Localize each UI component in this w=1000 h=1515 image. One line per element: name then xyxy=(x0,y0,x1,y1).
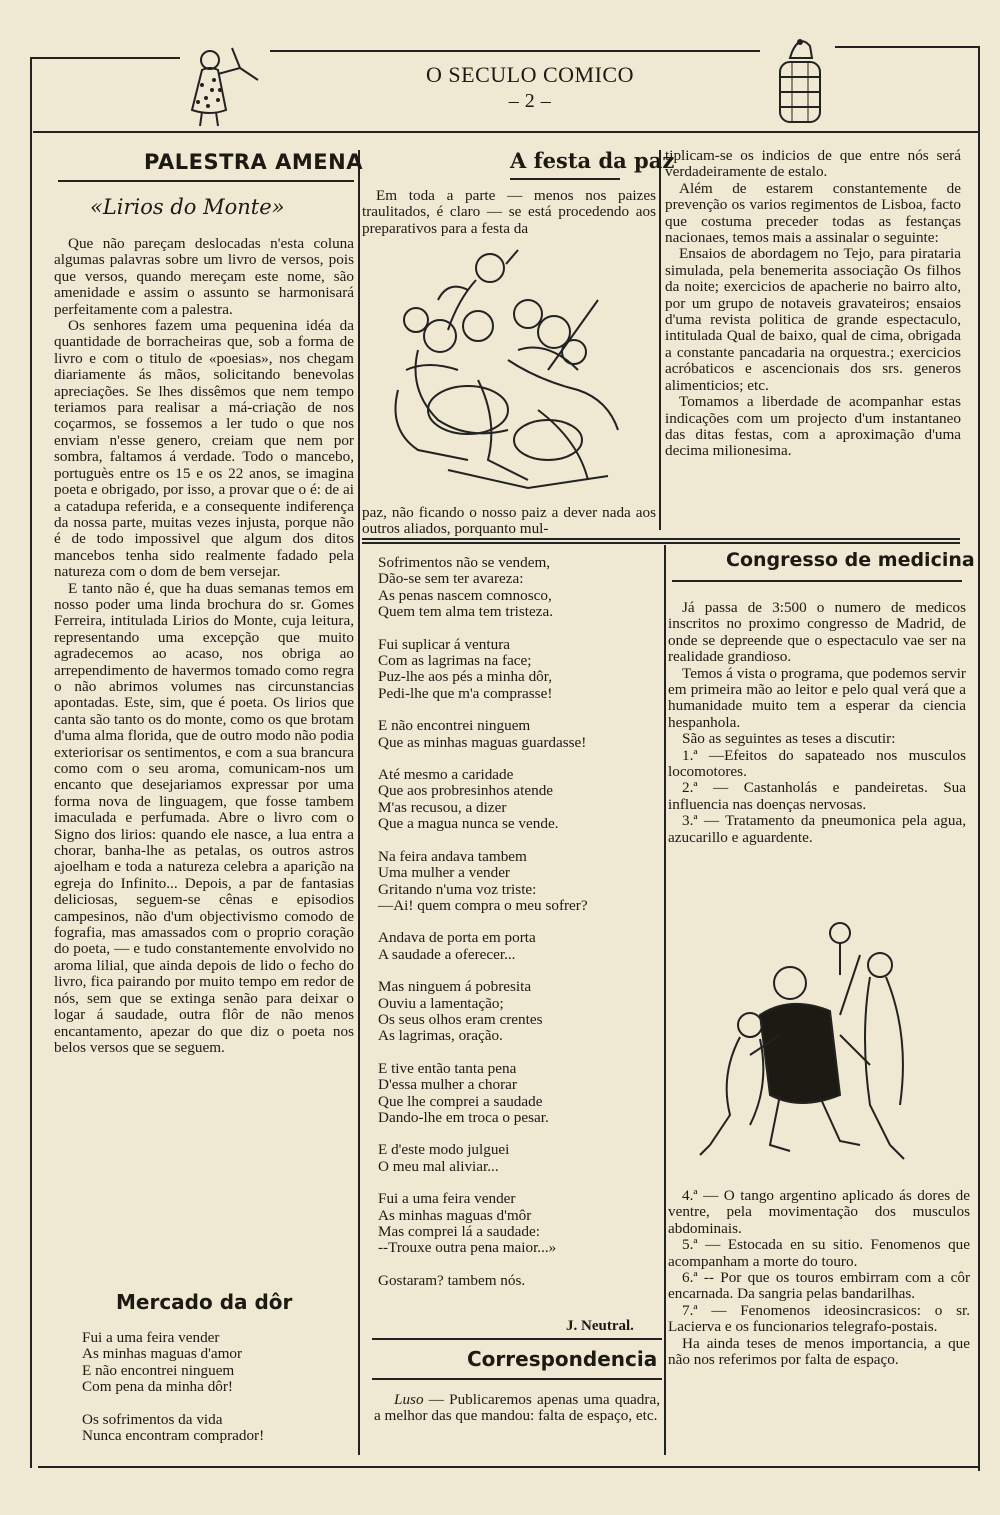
brawling-crowd-cartoon xyxy=(378,240,646,502)
dancing-doctors-cartoon xyxy=(690,915,960,1175)
poem-line: Que aos probresinhos atende xyxy=(378,782,554,800)
poem-line xyxy=(82,1396,264,1412)
heading-underline xyxy=(58,180,354,182)
correspondent-name: Luso xyxy=(394,1391,424,1408)
poem-line: Que lhe comprei a saudade xyxy=(378,1092,543,1110)
correspondencia-body: — Publicaremos apenas uma quadra, a melhor das que mandou: falta de espaço, etc. xyxy=(374,1391,660,1425)
sofrimentos-poem xyxy=(378,555,588,1305)
poem-line: E não encontrei ninguem xyxy=(378,717,531,735)
congresso-heading: Congresso de medicina xyxy=(726,549,975,571)
frame-top-rule xyxy=(835,46,980,48)
poem-line: D'essa mulher a chorar xyxy=(378,1076,517,1094)
article-paragraph: Os senhores fazem uma pequenina idéa da quantidade de borracheiras que, sob a forma de livro e com o titulo de «poesias», nos chegam diariamente ás mãos, solicitando benevolas apreciações. Se lhes dissêmos que nem tempo teriamos para realisar a má-criação de nos coçarmos, se fossemos a ler tudo o que nos enviam n'esse genero, creiam que nem por sombra, faltamos á verdade. Todo o mancebo, portuguès entre os 15 e os 22 anos, se imagina poeta e obrigado, por isso, a provar que o é: de ai a catadupa referida, e a consequente indiferença da nossa parte, muitas vezes injusta, porque não é de todo impossivel que algum dos ditos mancebos tenha sido realmente fadado pela natureza com o dom de bem versejar. xyxy=(54,317,354,581)
poem-line: Os seus olhos eram crentes xyxy=(378,1010,543,1028)
article-paragraph: Em toda a parte — menos nos paizes traulitados, é claro — se está procedendo aos preparativos para a festa da xyxy=(362,187,656,237)
article-paragraph: Temos á vista o programa, que podemos servir em primeira mão ao leitor e pelo qual verá que a humanidade muito tem a esperar da ciencia hespanhola. xyxy=(668,664,966,731)
correspondencia-paragraph xyxy=(374,1392,660,1425)
poem-line: —Ai! quem compra o meu sofrer? xyxy=(378,896,588,914)
article-paragraph: tiplicam-se os indicios de que entre nós será verdadeiramente de estalo. xyxy=(665,147,961,181)
poem-line: Dão-se sem ter avareza: xyxy=(378,570,524,588)
poem-line: Fui a uma feira vender xyxy=(82,1329,220,1346)
poem-line: Os sofrimentos da vida xyxy=(82,1410,223,1428)
section-rule xyxy=(372,1338,662,1340)
poem-line: As lagrimas, oração. xyxy=(378,1027,503,1045)
article-paragraph: Tomamos a liberdade de acompanhar estas indicações com um projecto d'um instantaneo das ditas festas, com a aproximação d'uma decima milionesima. xyxy=(665,393,961,460)
poem-line: Até mesmo a caridade xyxy=(378,766,514,784)
article-paragraph: Que não pareçam deslocadas n'esta coluna algumas palavras sobre um livro de versos, pois que versos, quando mereçam este nome, são amenidade e assim o assunto se harmonisará perfeitamente com a palestra. xyxy=(54,235,354,318)
article-paragraph: Além de estarem constantemente de prevenção os varios regimentos de Lisboa, facto que costuma preceder todas as festanças nacionaes, temos mais a assinalar o seguinte: xyxy=(665,179,961,247)
column-rule xyxy=(659,150,661,530)
poem-line: O meu mal aliviar... xyxy=(378,1157,499,1175)
article-paragraph: 4.ª — O tango argentino aplicado ás dores de ventre, pela movimentação dos musculos abdominais. xyxy=(668,1187,970,1237)
article-paragraph: 3.ª — Tratamento da pneumonica pela agua, azucarillo e aguardente. xyxy=(668,812,966,846)
article-paragraph: Ensaios de abordagem no Tejo, para pirataria simulada, pela benemerita associação Os filhos da noite; exercicios de apacherie no bairro alto, por um grupo de notaveis gravateiros; ensaios d'uma revista politica de grande espectaculo, intitulada Qual de baixo, qual de cima, obrigada a constante pancadaria na orquestra.; exercicios acróbaticos e ascencionais dos srs. generos alimenticios; etc. xyxy=(665,245,961,394)
section-rule xyxy=(362,542,960,544)
article-paragraph: Já passa de 3:500 o numero de medicos inscritos no proximo congresso de Madrid, de onde se depreende que o espectaculo vae ser na realidade grandioso. xyxy=(668,599,966,666)
signature: J. Neutral. xyxy=(566,1318,634,1334)
poem-line: E não encontrei ninguem xyxy=(82,1361,235,1379)
article-paragraph: 5.ª — Estocada en su sitio. Fenomenos que acompanham a morte do touro. xyxy=(668,1236,970,1270)
correspondencia-heading: Correspondencia xyxy=(467,1347,658,1371)
article-paragraph: 6.ª -- Por que os touros embirram com a côr encarnada. Da sangria pelas bandarilhas. xyxy=(668,1269,970,1303)
heading-underline xyxy=(372,1378,662,1380)
festa-continued xyxy=(362,505,656,538)
poem-line: Que as minhas maguas guardasse! xyxy=(378,733,587,751)
girl-mascot-icon xyxy=(180,40,265,132)
header-rule xyxy=(33,131,978,133)
festa-column-3 xyxy=(665,148,961,460)
poem-line: Fui a uma feira vender xyxy=(378,1190,516,1208)
column-rule xyxy=(358,150,360,1455)
poem-line: Andava de porta em porta xyxy=(378,929,536,947)
article-paragraph: Ha ainda teses de menos importancia, a que não nos referimos por falta de espaço. xyxy=(668,1334,970,1369)
poem-line: Gritando n'uma voz triste: xyxy=(378,880,537,898)
poem-line: M'as recusou, a dizer xyxy=(378,798,507,816)
poem-line: Com as lagrimas na face; xyxy=(378,652,532,670)
poem-line: Puz-lhe aos pés a minha dôr, xyxy=(378,668,553,686)
article-paragraph: paz, não ficando o nosso paiz a dever nada aos outros aliados, porquanto mul- xyxy=(362,504,656,538)
correspondencia-text xyxy=(374,1392,660,1425)
festa-intro xyxy=(362,188,656,237)
mercado-poem xyxy=(82,1330,264,1444)
masthead xyxy=(330,62,730,113)
poem-line: Fui suplicar á ventura xyxy=(378,635,511,653)
masthead-title: O SECULO COMICO xyxy=(426,62,634,87)
poem-line: Mas comprei lá a saudade: xyxy=(378,1223,540,1240)
poem-line: Pedi-lhe que m'a comprasse! xyxy=(378,684,553,702)
heading-underline xyxy=(672,580,962,582)
poem-line: Uma mulher a vender xyxy=(378,864,510,882)
poem-line: E tive então tanta pena xyxy=(378,1059,517,1077)
poem-line: A saudade a oferecer... xyxy=(378,945,516,963)
article-paragraph: 2.ª — Castanholás e pandeiretas. Sua influencia nas doenças nervosas. xyxy=(668,779,966,813)
article-paragraph: 1.ª —Efeitos do sapateado nos musculos locomotores. xyxy=(668,746,966,781)
frame-top-rule xyxy=(30,57,180,59)
poem-line: Ouviu a lamentação; xyxy=(378,994,504,1012)
frame-bottom-rule xyxy=(38,1466,980,1468)
poem-line: Quem tem alma tem tristeza. xyxy=(378,603,554,621)
lirios-subheading: «Lirios do Monte» xyxy=(90,195,285,219)
article-paragraph: São as seguintes as teses a discutir: xyxy=(682,730,896,748)
poem-line: Nunca encontram comprador! xyxy=(82,1427,265,1445)
poem-line: As minhas maguas d'amor xyxy=(82,1345,243,1363)
mercado-heading: Mercado da dôr xyxy=(116,1290,293,1314)
barrel-mascot-icon xyxy=(770,32,830,130)
heading-underline xyxy=(510,178,620,180)
poem-closing: Gostaram? tambem nós. xyxy=(378,1271,526,1289)
poem-line: Mas ninguem á pobresita xyxy=(378,978,532,996)
congresso-article-continued xyxy=(668,1188,970,1368)
section-rule xyxy=(362,538,960,540)
palestra-heading: PALESTRA AMENA xyxy=(144,150,363,174)
poem-line: Na feira andava tambem xyxy=(378,847,527,865)
palestra-article xyxy=(54,236,354,1056)
frame-top-rule xyxy=(270,50,760,52)
poem-line: --Trouxe outra pena maior...» xyxy=(378,1239,557,1257)
frame-left-rule xyxy=(30,58,32,1468)
poem-line: Com pena da minha dôr! xyxy=(82,1378,233,1396)
article-paragraph: E tanto não é, que ha duas semanas temos em nosso poder uma linda brochura do sr. Gomes Ferreira, intitulada Lirios do Monte, cuja leitura, representando uma excepção que muito agradecemos ao acaso, nos obriga ao arrependimento de havermos tomado como regra o não abrimos volumes nas circunstancias apontadas. Este, sim, que é poeta. Os lirios que canta são tanto os do monte, como os que brotam d'uma alma florida, que de outro modo não podia exteriorisar os sentimentos, e com a sua brancura como com o seu aroma, comunicam-nos um encanto que desejariamos expressar por uma forma nova de linguagem, que fosse tambem imaculada e perfumada. Abre o livro com o Signo dos lirios: quando ele nasce, a lua entra a chorar, banha-lhe as petalas, os outros astros ajoelham e toda a natureza celebra a aparição na egreja do Infinito... Depois, a par de fantasias deliciosas, seguem-se cênas e episodios campesinos, não d'um objectivismo comodo de fografia, mas amassados com o proprio coração do poeta, — e tudo constantemente envolvido no aroma lilial, que ainda depois de lido o fecho do livro, fica pairando por muito tempo em redor de nós, sem que se extinga senão para deixar o logar á saudade, outra flôr de não menos encantamento, apezar do que diz o poeta nos belos versos que se seguem. xyxy=(54,579,354,1056)
festa-heading: A festa da paz xyxy=(510,148,675,173)
column-rule xyxy=(664,545,666,1455)
poem-line: As penas nascem comnosco, xyxy=(378,586,552,604)
poem-line: Dando-lhe em troca o pesar. xyxy=(378,1108,549,1126)
poem-line: As minhas maguas d'môr xyxy=(378,1206,532,1224)
congresso-article xyxy=(668,600,966,846)
frame-right-rule xyxy=(978,46,980,1471)
poem-line: E d'este modo julguei xyxy=(378,1141,510,1159)
page-number: – 2 – xyxy=(508,90,552,112)
poem-line: Sofrimentos não se vendem, xyxy=(378,554,551,571)
poem-line: Que a magua nunca se vende. xyxy=(378,815,559,833)
article-paragraph: 7.ª — Fenomenos ideosincrasicos: o sr. Lacierva e os funcionarios telegrafo-postais. xyxy=(668,1301,970,1336)
